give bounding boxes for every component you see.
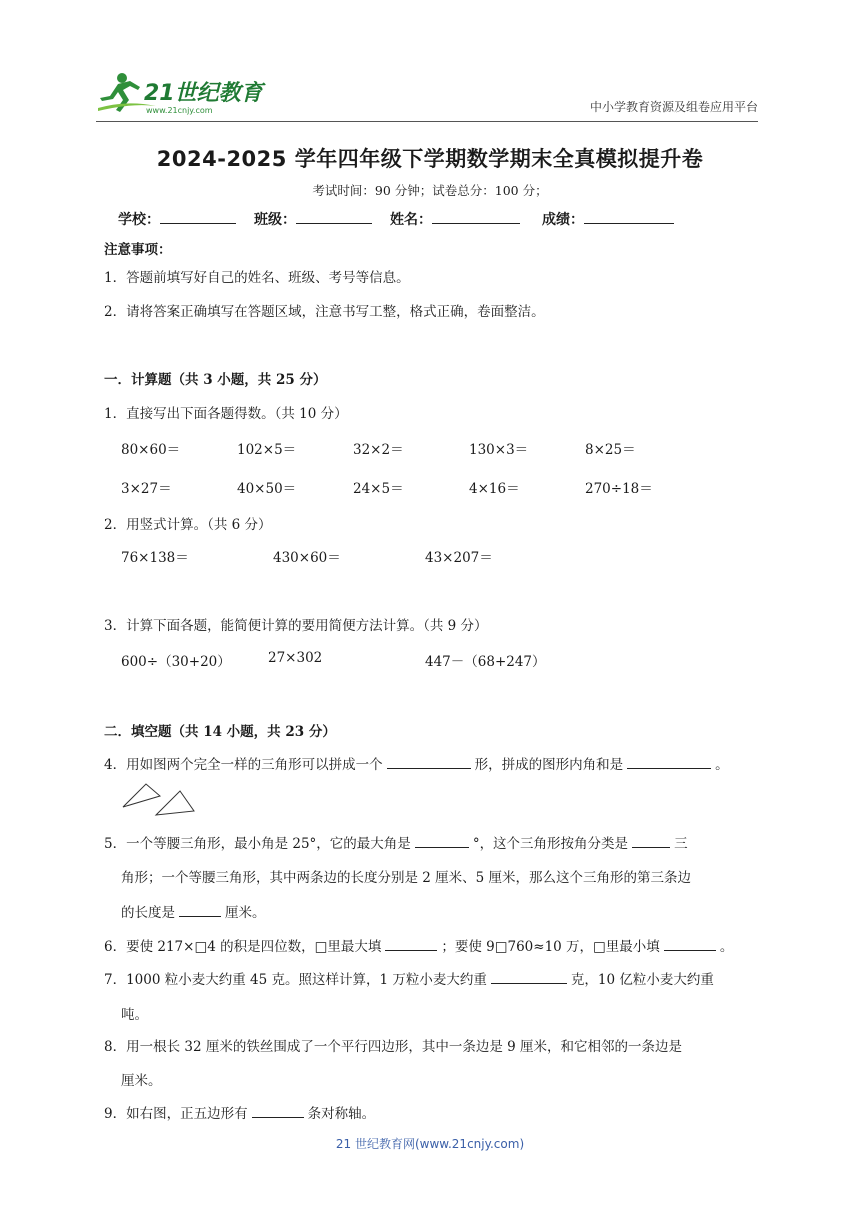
q8-line2: 厘米。 <box>121 1073 162 1089</box>
q6-blank-max[interactable] <box>385 938 437 951</box>
q1-item: 8×25＝ <box>585 442 636 458</box>
q5-part-e: 厘米。 <box>225 905 266 921</box>
q1-item: 3×27＝ <box>121 481 172 497</box>
class-label: 班级： <box>254 212 296 228</box>
q4-part-c: 。 <box>715 757 729 773</box>
q5-line3 <box>121 901 266 921</box>
q2-text: 2．用竖式计算。（共 6 分） <box>104 517 272 533</box>
q4-text <box>104 753 729 773</box>
q6-blank-min[interactable] <box>664 938 716 951</box>
q6-part-a: 6．要使 217×□4 的积是四位数，□里最大填 <box>104 939 382 955</box>
q5-line1 <box>104 832 688 852</box>
platform-name: 中小学教育资源及组卷应用平台 <box>589 100 758 114</box>
two-triangles-figure <box>120 780 196 818</box>
q3-text: 3．计算下面各题，能简便计算的要用简便方法计算。（共 9 分） <box>104 618 488 634</box>
school-label: 学校： <box>118 212 160 228</box>
q1-item: 130×3＝ <box>469 442 529 458</box>
student-info-row <box>118 209 692 229</box>
note-item-2: 2．请将答案正确填写在答题区域，注意书写工整，格式正确，卷面整洁。 <box>104 304 545 320</box>
footer-link[interactable]: 21 世纪教育网(www.21cnjy.com) <box>335 1137 525 1151</box>
q6-text <box>104 935 733 955</box>
runner-logo-icon <box>96 70 266 116</box>
q6-part-c: 。 <box>719 939 734 955</box>
q1-item: 32×2＝ <box>353 442 404 458</box>
q7-part-b: 克，10 亿粒小麦大约重 <box>570 972 714 988</box>
q9-part-a: 9．如右图，正五边形有 <box>104 1106 248 1122</box>
q5-part-d: 的长度是 <box>121 905 175 921</box>
q7-part-a: 7．1000 粒小麦大约重 45 克。照这样计算，1 万粒小麦大约重 <box>104 972 487 988</box>
q2-item: 430×60＝ <box>273 550 341 566</box>
exam-title: 2024-2025 学年四年级下学期数学期末全真模拟提升卷 <box>156 147 704 171</box>
q7-blank-grams[interactable] <box>491 971 567 984</box>
q4-part-b: 形，拼成的图形内角和是 <box>474 757 624 773</box>
q6-part-b: ；要使 9□760≈10 万，□里最小填 <box>441 939 660 955</box>
section2-heading: 二．填空题（共 14 小题，共 23 分） <box>104 724 336 740</box>
exam-subtitle: 考试时间：90 分钟；试卷总分：100 分； <box>312 183 548 198</box>
q5-line2: 角形；一个等腰三角形，其中两条边的长度分别是 2 厘米、5 厘米，那么这个三角形的第三条边 <box>121 870 692 886</box>
q5-part-b: °，这个三角形按角分类是 <box>472 836 629 852</box>
q9-text <box>104 1102 375 1122</box>
q9-part-b: 条对称轴。 <box>307 1106 376 1122</box>
section1-heading: 一．计算题（共 3 小题，共 25 分） <box>104 372 327 388</box>
q1-item: 40×50＝ <box>237 481 297 497</box>
svg-text:www.21cnjy.com: www.21cnjy.com <box>146 106 213 115</box>
q1-text: 1．直接写出下面各题得数。（共 10 分） <box>104 406 348 422</box>
q7-line1 <box>104 968 714 988</box>
class-blank[interactable] <box>296 209 372 224</box>
q8-line1: 8．用一根长 32 厘米的铁丝围成了一个平行四边形，其中一条边是 9 厘米，和它相邻的一条边是 <box>104 1039 683 1055</box>
q5-part-a: 5．一个等腰三角形，最小角是 25°，它的最大角是 <box>104 836 411 852</box>
q4-blank-shape[interactable] <box>387 756 471 769</box>
q1-item: 102×5＝ <box>237 442 297 458</box>
q4-blank-angle-sum[interactable] <box>627 756 711 769</box>
q5-blank-type[interactable] <box>632 835 670 848</box>
q3-item: 447－（68+247） <box>425 654 546 670</box>
svg-text:21世纪教育: 21世纪教育 <box>144 81 263 106</box>
q1-item: 270÷18＝ <box>585 481 653 497</box>
note-item-1: 1．答题前填写好自己的姓名、班级、考号等信息。 <box>104 270 410 286</box>
score-blank[interactable] <box>584 209 674 224</box>
q2-item: 43×207＝ <box>425 550 493 566</box>
q3-item: 600÷（30+20） <box>121 654 231 670</box>
notes-heading: 注意事项： <box>104 242 172 258</box>
q4-part-a: 4．用如图两个完全一样的三角形可以拼成一个 <box>104 757 383 773</box>
q1-item: 4×16＝ <box>469 481 520 497</box>
q1-item: 80×60＝ <box>121 442 181 458</box>
site-logo <box>96 70 266 116</box>
q1-item: 24×5＝ <box>353 481 404 497</box>
q3-item: 27×302 <box>268 650 323 666</box>
q9-blank-axes[interactable] <box>252 1105 304 1118</box>
q5-blank-max-angle[interactable] <box>415 835 469 848</box>
q7-line2: 吨。 <box>121 1007 148 1023</box>
q5-blank-third-side[interactable] <box>179 904 221 917</box>
school-blank[interactable] <box>160 209 236 224</box>
q5-part-c: 三 <box>674 836 688 852</box>
score-label: 成绩： <box>542 212 584 228</box>
name-blank[interactable] <box>432 209 520 224</box>
header-divider <box>96 121 758 122</box>
name-label: 姓名： <box>390 212 432 228</box>
q2-item: 76×138＝ <box>121 550 189 566</box>
